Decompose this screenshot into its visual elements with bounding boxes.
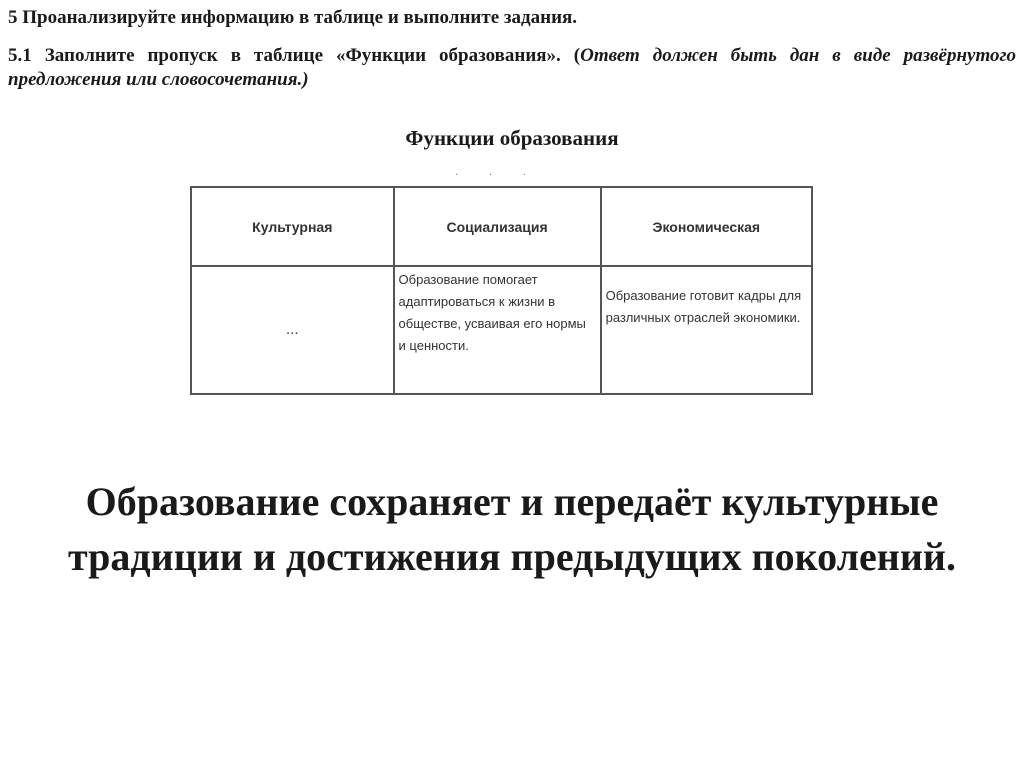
header-economic: Экономическая [601, 187, 812, 266]
answer-text: Образование сохраняет и передаёт культурные традиции и достижения предыдущих поколений. [68, 479, 956, 579]
cell-socialization: Образование помогает адаптироваться к жизни в обществе, усваивая его нормы и ценности. [394, 266, 601, 394]
table-row [191, 266, 812, 394]
header-socialization: Социализация [394, 187, 601, 266]
task-instruction-note: Ответ должен быть дан в виде развёрнутого предложения или словосочетания.) [8, 45, 1016, 90]
cell-economic: Образование готовит кадры для различных отраслей экономики. [601, 266, 812, 394]
table-header-row [191, 187, 812, 266]
task-instruction-lead: 5.1 Заполните пропуск в таблице «Функции образования». ( [8, 45, 581, 66]
scan-artifact-marks: · · · [455, 170, 540, 181]
header-cultural: Культурная [191, 187, 394, 266]
task-instruction [8, 44, 1016, 92]
functions-table-wrapper [190, 186, 813, 395]
cell-cultural-missing: ... [191, 266, 394, 394]
table-title: Функции образования [405, 126, 619, 150]
task-heading: 5 Проанализируйте информацию в таблице и выполните задания. [8, 7, 578, 28]
functions-table [190, 186, 813, 395]
